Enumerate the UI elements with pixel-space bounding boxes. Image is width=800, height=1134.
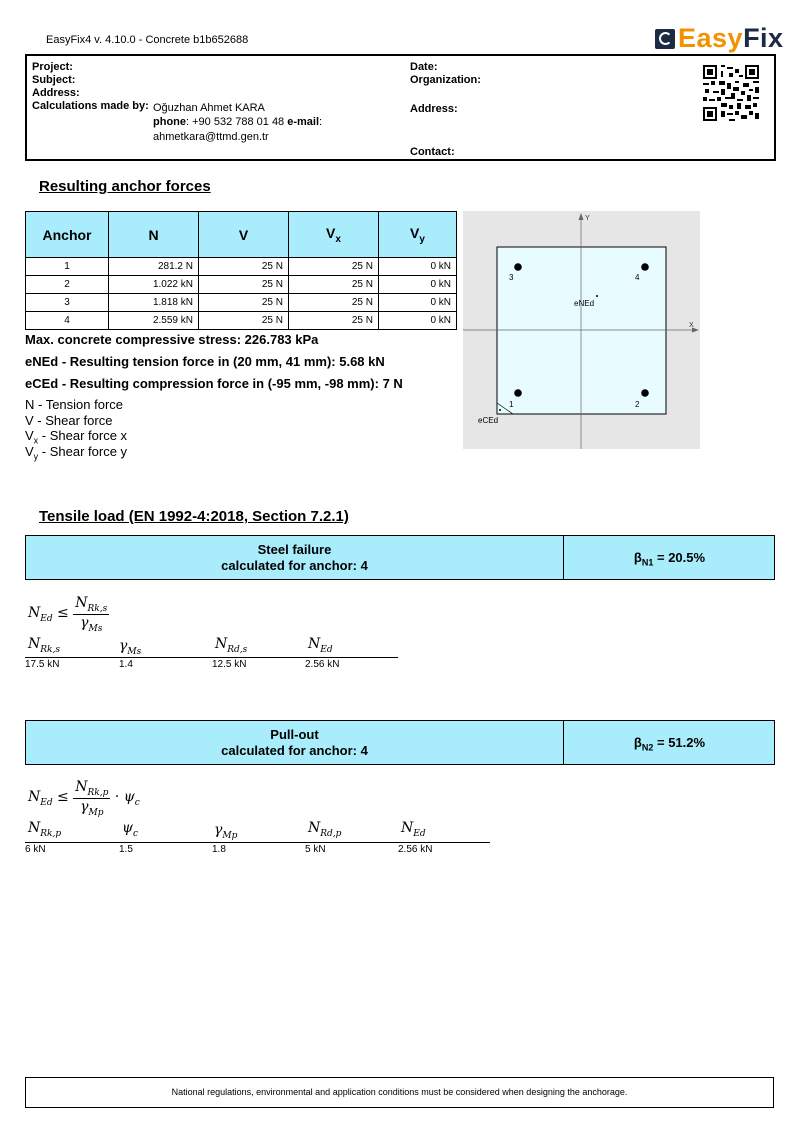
anchor-4-label: 4 — [635, 273, 640, 282]
email-value: ahmetkara@ttmd.gen.tr — [153, 131, 269, 143]
logo-fix: Fix — [743, 23, 784, 53]
anchor-3-marker — [514, 263, 522, 271]
anchor-1-label: 1 — [509, 400, 514, 409]
pull-val-gmp: 1.8 — [212, 844, 226, 855]
table-row: 3 1.818 kN 25 N 25 N 0 kN — [26, 294, 457, 312]
y-axis-label: Y — [585, 215, 590, 222]
report-title: EasyFix4 v. 4.10.0 - Concrete b1b652688 — [46, 34, 249, 46]
anchor-3-label: 3 — [509, 273, 514, 282]
steel-val-nrds: 12.5 kN — [212, 659, 247, 670]
pull-sym-ned: $N_{Ed}$ — [401, 820, 426, 839]
table-row: 4 2.559 kN 25 N 25 N 0 kN — [26, 312, 457, 330]
pull-val-nrdp: 5 kN — [305, 844, 326, 855]
section-title-anchor-forces: Resulting anchor forces — [39, 178, 211, 195]
legend-shear-x: $V_x$ - Shear force x — [25, 428, 128, 446]
logo-mark-icon — [655, 29, 675, 49]
anchor-2-label: 2 — [635, 400, 640, 409]
steel-table-rule — [25, 657, 398, 658]
eCEd-label: eCEd — [478, 416, 499, 425]
table-row: 1 281.2 N 25 N 25 N 0 kN — [26, 258, 457, 276]
anchor-1-marker — [514, 389, 522, 397]
calculations-made-by-label: Calculations made by: — [32, 100, 149, 112]
date-label: Date: — [410, 61, 438, 73]
steel-sym-nrks: $N_{Rk,s}$ — [28, 636, 60, 655]
contact-label: Contact: — [410, 146, 455, 158]
col-v: V — [199, 212, 289, 258]
eNEd-label: eNEd — [574, 299, 595, 308]
pull-out-anchor: calculated for anchor: 4 — [221, 743, 368, 758]
steel-sym-gms: $\gamma_{Ms}$ — [119, 638, 142, 657]
steel-failure-utilization: $\beta_{N1} = 20.5\%$ — [633, 550, 706, 568]
pull-sym-nrkp: $N_{Rk,p}$ — [28, 820, 62, 839]
organization-address-label: Address: — [410, 103, 458, 115]
project-label: Project: — [32, 61, 73, 73]
pull-val-ned: 2.56 kN — [398, 844, 433, 855]
organization-label: Organization: — [410, 74, 481, 86]
steel-failure-formula: $N_{Ed}$ ≤ $\frac{N_{Rk,s}}{\gamma_{Ms}}$ — [28, 595, 108, 634]
anchor-4-marker — [641, 263, 649, 271]
logo-easy: Easy — [678, 23, 744, 53]
pull-out-band — [25, 720, 775, 765]
pull-sym-psic: $\psi_c$ — [122, 820, 139, 839]
address-label: Address: — [32, 87, 80, 99]
pull-out-title: Pull-out — [270, 727, 319, 742]
pull-val-psic: 1.5 — [119, 844, 133, 855]
anchor-forces-table — [25, 211, 457, 330]
table-row: 2 1.022 kN 25 N 25 N 0 kN — [26, 276, 457, 294]
pull-val-nrkp: 6 kN — [25, 844, 46, 855]
steel-sym-nrds: $N_{Rd,s}$ — [215, 636, 248, 655]
calculator-name: Oğuzhan Ahmet KARA — [153, 102, 265, 114]
steel-failure-title: Steel failure — [257, 542, 332, 557]
qr-code-icon — [703, 65, 759, 121]
steel-val-ned: 2.56 kN — [305, 659, 340, 670]
steel-failure-anchor: calculated for anchor: 4 — [221, 558, 368, 573]
legend-shear: V - Shear force — [25, 413, 113, 428]
steel-val-nrks: 17.5 kN — [25, 659, 60, 670]
steel-sym-ned: $N_{Ed}$ — [308, 636, 333, 655]
section-title-tensile-load: Tensile load (EN 1992-4:2018, Section 7.2.1) — [39, 508, 349, 525]
table-header-row — [26, 212, 457, 258]
legend-shear-y: $V_y$ - Shear force y — [25, 444, 128, 462]
resulting-compression-force: eCEd - Resulting compression force in (-95 mm, -98 mm): 7 N — [25, 376, 403, 391]
x-axis-label: X — [689, 322, 694, 329]
legend-tension: N - Tension force — [25, 397, 124, 412]
pull-out-utilization: $\beta_{N2} = 51.2\%$ — [633, 735, 706, 753]
email-label: e-mail — [287, 116, 320, 128]
col-vy: $V_y$ — [379, 212, 457, 258]
steel-val-gms: 1.4 — [119, 659, 133, 670]
col-anchor: Anchor — [26, 212, 109, 258]
steel-failure-band — [25, 535, 775, 580]
pull-sym-gmp: $\gamma_{Mp}$ — [214, 822, 238, 841]
base-plate-diagram — [463, 211, 700, 449]
col-vx: $V_x$ — [289, 212, 379, 258]
pull-out-formula: $N_{Ed}$ ≤ $\frac{N_{Rk,p}}{\gamma_{Mp}}$ · $\psi_c$ — [28, 779, 140, 818]
anchor-2-marker — [641, 389, 649, 397]
subject-label: Subject: — [32, 74, 76, 86]
max-concrete-stress: Max. concrete compressive stress: 226.783 kPa — [25, 332, 319, 347]
calculator-contact — [153, 116, 322, 128]
email-colon: : — [319, 116, 323, 128]
col-n: N — [109, 212, 199, 258]
phone-value: : +90 532 788 01 48 — [186, 116, 288, 128]
easyfix-logo — [655, 23, 784, 53]
phone-label: phone — [153, 116, 186, 128]
pull-sym-nrdp: $N_{Rd,p}$ — [308, 820, 342, 839]
footer-disclaimer: National regulations, environmental and application conditions must be considered when designing the anchorage. — [25, 1077, 774, 1108]
resulting-tension-force: eNEd - Resulting tension force in (20 mm, 41 mm): 5.68 kN — [25, 354, 385, 369]
pull-out-table-rule — [25, 842, 490, 843]
